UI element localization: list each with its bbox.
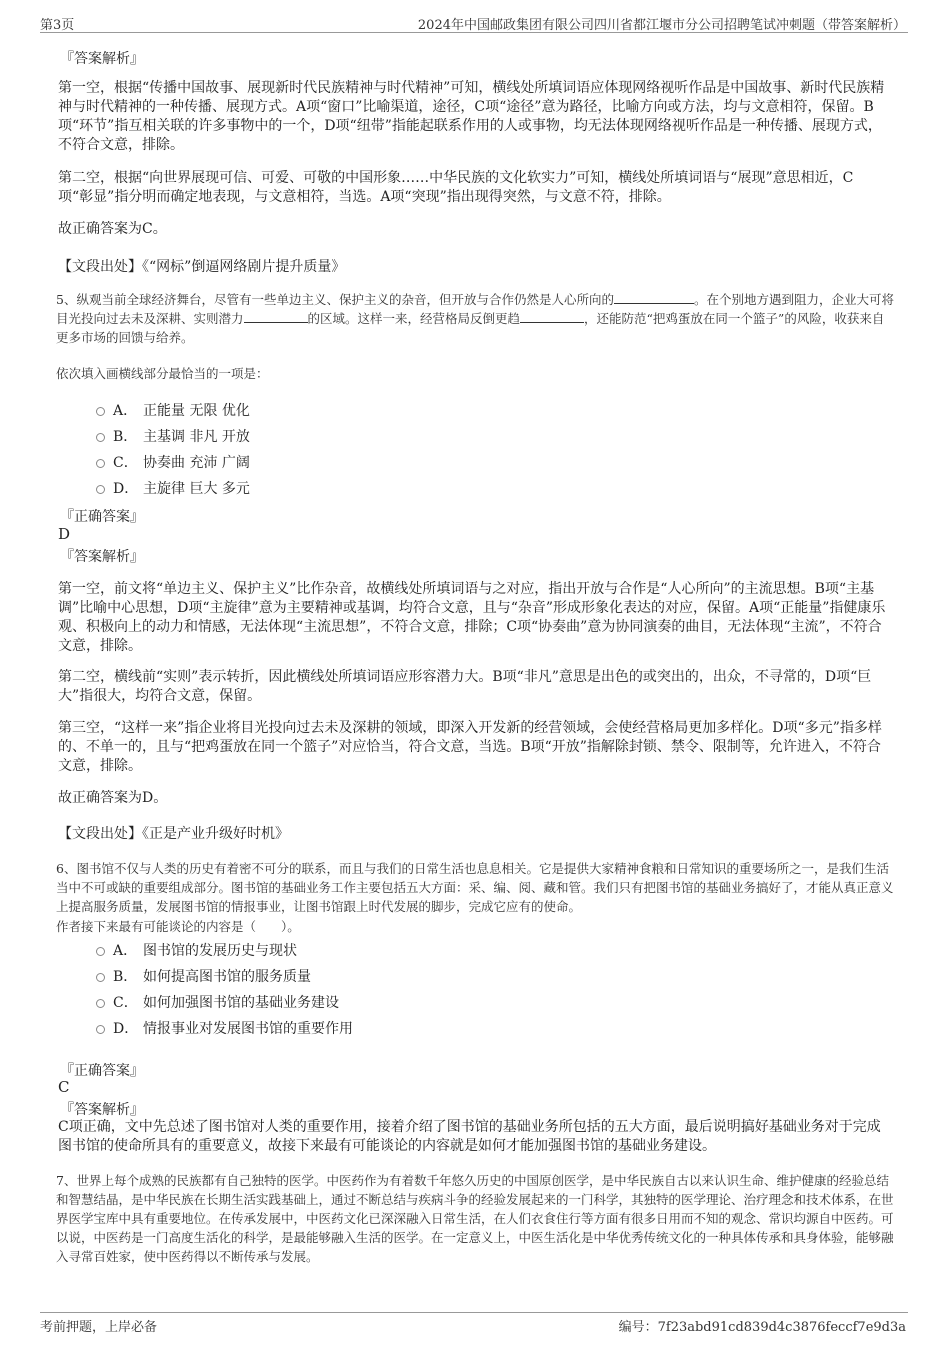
footer-divider: [40, 1312, 908, 1313]
q6-stem: 6、图书馆不仅与人类的历史有着密不可分的联系，而且与我们的日常生活也息息相关。它是提供大家精神食粮和日常知识的重要场所之一，是我们生活当中不可或缺的重要组成部分。图书馆的基础业务工作主要包括五大方面：采、编、阅、藏和管。我们只有把图书馆的基础业务搞好了，才能从真正意义上提高服务质量，发展图书馆的情报事业，让图书馆跟上时代发展的脚步，完成它应有的使命。: [56, 861, 894, 914]
footer-slogan: 考前押题，上岸必备: [40, 1320, 158, 1335]
header-divider: [40, 32, 908, 33]
q4-analysis-para1: 第一空，根据“传播中国故事、展现新时代民族精神与时代精神”可知，横线处所填词语应体现网络视听作品是中国故事、新时代民族精神与时代精神的一种传播、展现方式。A项“窗口”比喻渠道，途径，C项“途径”意为路径，比喻方向或方法，均与文意相符，保留。B项“环节”指互相关联的许多事物中的一个，D项“纽带”指能起联系作用的人或事物，均无法体现网络视听作品是一种传播、展现方式，不符合文意，排除。: [58, 80, 885, 153]
q6-prompt: 作者接下来最有可能谈论的内容是（ ）。: [56, 919, 300, 934]
q6-option-a[interactable]: A． 图书馆的发展历史与现状: [96, 940, 297, 960]
q5-option-d[interactable]: D． 主旋律 巨大 多元: [96, 478, 250, 498]
q6-option-c[interactable]: C． 如何加强图书馆的基础业务建设: [96, 992, 339, 1012]
q5-answer-tag: 『正确答案』: [60, 509, 144, 525]
q4-conclusion: 故正确答案为C。: [58, 221, 167, 237]
q7-stem: 7、世界上每个成熟的民族都有自己独特的医学。中医药作为有着数千年悠久历史的中国原创医学，是中华民族自古以来认识生命、维护健康的经验总结和智慧结晶，是中华民族在长期生活实践基础上，通过不断总结与疾病斗争的经验发展起来的一门科学，其独特的医学理论、治疗理念和技术体系，在世界医学宝库中具有重要地位。在传承发展中，中医药文化已深深融入日常生活，在人们衣食住行等方面有很多日用而不知的观念、常识均源自中医药。可以说，中医药是一门高度生活化的科学，是最能够融入生活的医学。在一定意义上，中医生活化是中华优秀传统文化的一种具体传承和具身体验，能够融入寻常百姓家，使中医药得以不断传承与发展。: [56, 1173, 894, 1264]
q5-analysis-para3: 第三空，“这样一来”指企业将目光投向过去未及深耕的领域，即深入开发新的经营领域，会使经营格局更加多样化。D项“多元”指多样的、不单一的，且与“把鸡蛋放在同一个篮子”对应恰当，符合文意，当选。B项“开放”指解除封锁、禁令、限制等，允许进入，不符合文意，排除。: [58, 720, 882, 774]
blank-1: [614, 291, 694, 304]
q5-answer: D: [58, 525, 71, 543]
q5-prompt: 依次填入画横线部分最恰当的一项是：: [56, 366, 269, 381]
page-number: 第3页: [40, 18, 75, 33]
q6-answer-tag: 『正确答案』: [60, 1063, 144, 1079]
q6-analysis-tag: 『答案解析』: [60, 1102, 144, 1118]
blank-3: [520, 310, 584, 323]
radio-icon[interactable]: [96, 1025, 105, 1034]
q5-analysis-para2: 第二空，横线前“实则”表示转折，因此横线处所填词语应形容潜力大。B项“非凡”意思是出色的或突出的，出众，不寻常的，D项“巨大”指很大，均符合文意，保留。: [58, 669, 872, 704]
q6-answer: C: [58, 1078, 70, 1096]
radio-icon[interactable]: [96, 459, 105, 468]
q5-option-c[interactable]: C． 协奏曲 充沛 广阔: [96, 452, 250, 472]
document-id: 编号：7f23abd91cd839d4c3876feccf7e9d3a: [618, 1320, 906, 1335]
radio-icon[interactable]: [96, 999, 105, 1008]
q5-option-a[interactable]: A． 正能量 无限 优化: [96, 400, 250, 420]
q5-conclusion: 故正确答案为D。: [58, 790, 168, 806]
q5-analysis-para1: 第一空，前文将“单边主义、保护主义”比作杂音，故横线处所填词语与之对应，指出开放与合作是“人心所向”的主流思想。B项“主基调”比喻中心思想，D项“主旋律”意为主要精神或基调，均符合文意，且与“杂音”形成形象化表达的对应，保留。A项“正能量”指健康乐观、积极向上的动力和情感，无法体现“主流思想”，不符合文意，排除；C项“协奏曲”意为协同演奏的曲目，无法体现“主流”，不符合文意，排除。: [58, 581, 886, 654]
blank-2: [244, 310, 308, 323]
q4-source: 【文段出处】《“网标”倒逼网络剧片提升质量》: [58, 259, 346, 275]
radio-icon[interactable]: [96, 407, 105, 416]
q6-option-b[interactable]: B． 如何提高图书馆的服务质量: [96, 966, 311, 986]
radio-icon[interactable]: [96, 947, 105, 956]
document-title: 2024年中国邮政集团有限公司四川省都江堰市分公司招聘笔试冲刺题（带答案解析）: [417, 18, 906, 33]
radio-icon[interactable]: [96, 973, 105, 982]
q6-option-d[interactable]: D． 情报事业对发展图书馆的重要作用: [96, 1018, 353, 1038]
radio-icon[interactable]: [96, 433, 105, 442]
q5-option-b[interactable]: B． 主基调 非凡 开放: [96, 426, 250, 446]
radio-icon[interactable]: [96, 485, 105, 494]
q4-analysis-tag: 『答案解析』: [60, 51, 144, 67]
q5-analysis-tag: 『答案解析』: [60, 549, 144, 565]
q5-stem: 5、纵观当前全球经济舞台，尽管有一些单边主义、保护主义的杂音，但开放与合作仍然是人心所向的 。在个别地方遇到阻力，企业大可将目光投向过去未及深耕、实则潜力 的区域。这样一来，经营格局反倒更趋 ，还能防范“把鸡蛋放在同一个篮子”的风险，收获来自更多市场的回馈与给养。: [56, 292, 894, 345]
q6-analysis: C项正确，文中先总述了图书馆对人类的重要作用，接着介绍了图书馆的基础业务所包括的五大方面，最后说明搞好基础业务对于完成图书馆的使命所具有的重要意义，故接下来最有可能谈论的内容就是如何才能加强图书馆的基础业务建设。: [58, 1119, 881, 1154]
q5-source: 【文段出处】《正是产业升级好时机》: [58, 826, 289, 842]
q4-analysis-para2: 第二空，根据“向世界展现可信、可爱、可敬的中国形象……中华民族的文化软实力”可知，横线处所填词语与“展现”意思相近，C项“彰显”指分明而确定地表现，与文意相符，当选。A项“突现”指出现得突然，与文意不符，排除。: [58, 170, 854, 205]
